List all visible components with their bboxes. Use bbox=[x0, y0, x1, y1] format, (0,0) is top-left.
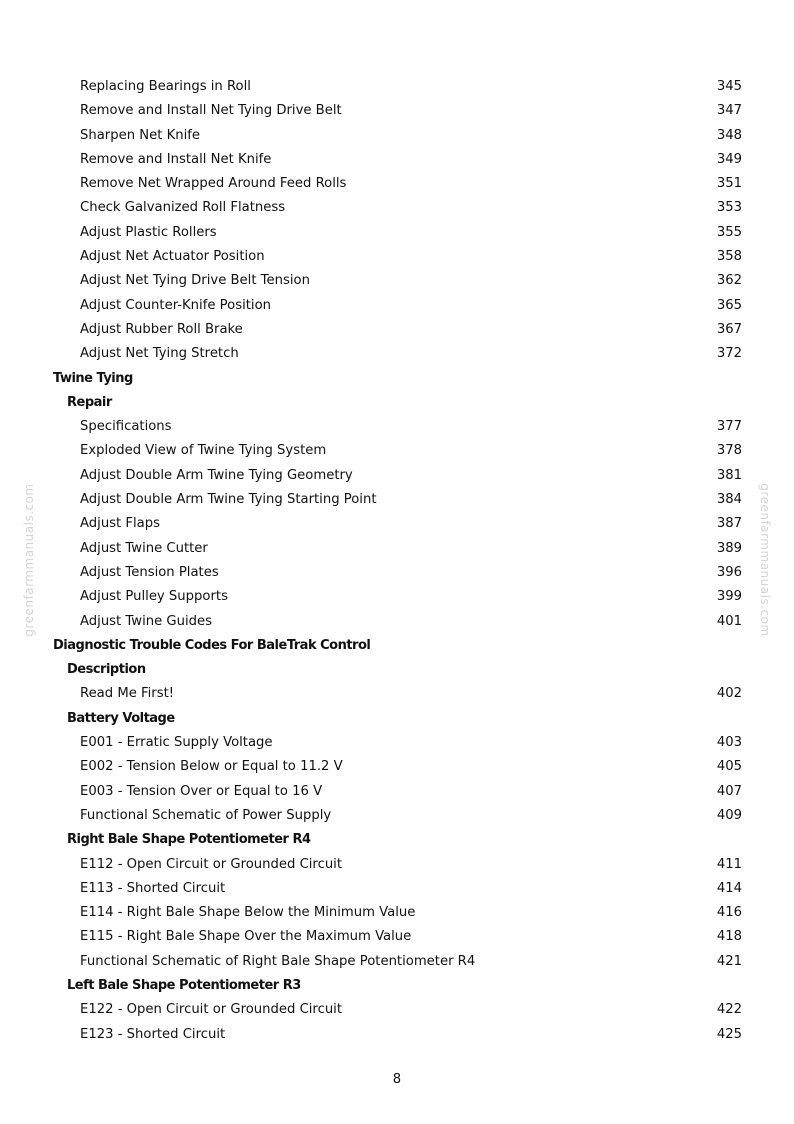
toc-subsection-heading bbox=[0, 828, 794, 852]
toc-entry-label: E001 - Erratic Supply Voltage bbox=[80, 735, 273, 751]
toc-entry[interactable] bbox=[0, 221, 794, 245]
toc-entry-label: Left Bale Shape Potentiometer R3 bbox=[67, 977, 301, 993]
toc-entry-label: Description bbox=[67, 662, 146, 678]
toc-entry[interactable] bbox=[0, 610, 794, 634]
toc-entry-label: Adjust Double Arm Twine Tying Starting Point bbox=[80, 492, 377, 508]
toc-entry-page-number: 362 bbox=[716, 273, 742, 289]
toc-entry-label: E122 - Open Circuit or Grounded Circuit bbox=[80, 1002, 343, 1018]
toc-entry[interactable] bbox=[0, 998, 794, 1022]
toc-entry-page-number: 351 bbox=[716, 176, 742, 192]
toc-entry[interactable] bbox=[0, 75, 794, 99]
toc-entry-page-number: 396 bbox=[716, 564, 742, 580]
toc-entry-label: Specifications bbox=[80, 419, 172, 435]
toc-entry-page-number: 365 bbox=[716, 297, 742, 313]
toc-entry[interactable] bbox=[0, 925, 794, 949]
toc-entry-page-number: 409 bbox=[716, 807, 742, 823]
toc-entry-label: E113 - Shorted Circuit bbox=[80, 880, 226, 896]
toc-entry[interactable] bbox=[0, 731, 794, 755]
toc-entry-page-number: 414 bbox=[716, 880, 742, 896]
toc-entry[interactable] bbox=[0, 804, 794, 828]
toc-entry-page-number: 422 bbox=[716, 1002, 742, 1018]
toc-entry-page-number: 405 bbox=[716, 759, 742, 775]
toc-entry-label: E123 - Shorted Circuit bbox=[80, 1026, 226, 1042]
toc-entry[interactable] bbox=[0, 439, 794, 463]
toc-entry[interactable] bbox=[0, 464, 794, 488]
toc-entry[interactable] bbox=[0, 950, 794, 974]
toc-entry[interactable] bbox=[0, 148, 794, 172]
toc-entry-page-number: 347 bbox=[716, 103, 742, 119]
toc-entry[interactable] bbox=[0, 172, 794, 196]
toc-entry-page-number: 377 bbox=[716, 419, 742, 435]
toc-entry-label: Adjust Counter-Knife Position bbox=[80, 297, 271, 313]
watermark-right: greenfarmmanuals.com bbox=[758, 483, 772, 637]
toc-entry-page-number: 387 bbox=[716, 516, 742, 532]
toc-entry-page-number: 367 bbox=[716, 321, 742, 337]
toc-entry-page-number: 411 bbox=[716, 856, 742, 872]
toc-entry-page-number: 389 bbox=[716, 540, 742, 556]
toc-entry[interactable] bbox=[0, 124, 794, 148]
toc-entry-label: Adjust Net Actuator Position bbox=[80, 249, 265, 265]
toc-entry-label: Functional Schematic of Right Bale Shape Potentiometer R4 bbox=[80, 953, 476, 969]
toc-entry-page-number: 355 bbox=[716, 224, 742, 240]
toc-entry-label: Replacing Bearings in Roll bbox=[80, 79, 251, 94]
toc-entry-label: E114 - Right Bale Shape Below the Minimum Value bbox=[80, 905, 416, 921]
watermark-left: greenfarmmanuals.com bbox=[22, 483, 36, 637]
toc-entry-label: Sharpen Net Knife bbox=[80, 127, 201, 143]
toc-entry-label: Diagnostic Trouble Codes For BaleTrak Control bbox=[53, 637, 371, 653]
toc-entry-label: Twine Tying bbox=[53, 370, 133, 386]
toc-entry[interactable] bbox=[0, 196, 794, 220]
toc-entry[interactable] bbox=[0, 901, 794, 925]
toc-entry-page-number: 401 bbox=[716, 613, 742, 629]
toc-entry[interactable] bbox=[0, 512, 794, 536]
toc-entry-label: Battery Voltage bbox=[67, 710, 175, 726]
toc-entry-label: Adjust Rubber Roll Brake bbox=[80, 321, 243, 337]
toc-entry-page-number: 425 bbox=[716, 1026, 742, 1042]
toc-entry-label: Adjust Net Tying Stretch bbox=[80, 346, 239, 362]
toc-entry-label: Right Bale Shape Potentiometer R4 bbox=[67, 832, 311, 848]
toc-entry-page-number: 416 bbox=[716, 905, 742, 921]
toc-entry-page-number: 372 bbox=[716, 346, 742, 362]
page-number: 8 bbox=[392, 1072, 402, 1087]
toc-entry[interactable] bbox=[0, 1023, 794, 1047]
toc-entry-label: Remove and Install Net Knife bbox=[80, 151, 272, 167]
toc-entry[interactable] bbox=[0, 245, 794, 269]
toc-entry-label: Check Galvanized Roll Flatness bbox=[80, 200, 286, 216]
toc-entry-label: Adjust Twine Cutter bbox=[80, 540, 208, 556]
toc-subsection-heading bbox=[0, 391, 794, 415]
toc-entry-label: Adjust Tension Plates bbox=[80, 564, 219, 580]
toc-entry-page-number: 345 bbox=[716, 79, 742, 94]
toc-entry-label: Remove Net Wrapped Around Feed Rolls bbox=[80, 176, 347, 192]
toc-section-heading bbox=[0, 634, 794, 658]
toc-entry-label: Adjust Net Tying Drive Belt Tension bbox=[80, 273, 310, 289]
toc-entry[interactable] bbox=[0, 537, 794, 561]
toc-entry-page-number: 384 bbox=[716, 492, 742, 508]
toc-entry-page-number: 407 bbox=[716, 783, 742, 799]
toc-entry-page-number: 348 bbox=[716, 127, 742, 143]
toc-subsection-heading bbox=[0, 974, 794, 998]
toc-entry-label: E002 - Tension Below or Equal to 11.2 V bbox=[80, 759, 343, 775]
toc-entry-label: Adjust Pulley Supports bbox=[80, 589, 228, 605]
toc-subsection-heading bbox=[0, 707, 794, 731]
toc-entry-page-number: 353 bbox=[716, 200, 742, 216]
toc-entry[interactable] bbox=[0, 780, 794, 804]
toc-entry-label: Adjust Flaps bbox=[80, 516, 160, 532]
toc-entry[interactable] bbox=[0, 488, 794, 512]
toc-entry[interactable] bbox=[0, 585, 794, 609]
toc-entry-page-number: 403 bbox=[716, 735, 742, 751]
toc-entry[interactable] bbox=[0, 755, 794, 779]
toc-entry[interactable] bbox=[0, 318, 794, 342]
toc-section-heading bbox=[0, 367, 794, 391]
toc-entry[interactable] bbox=[0, 294, 794, 318]
toc-entry[interactable] bbox=[0, 561, 794, 585]
toc-entry-label: E115 - Right Bale Shape Over the Maximum Value bbox=[80, 929, 412, 945]
toc-entry-label: Exploded View of Twine Tying System bbox=[80, 443, 327, 459]
toc-entry[interactable] bbox=[0, 877, 794, 901]
toc-entry-label: Adjust Twine Guides bbox=[80, 613, 212, 629]
toc-entry-page-number: 418 bbox=[716, 929, 742, 945]
toc-entry[interactable] bbox=[0, 415, 794, 439]
toc-subsection-heading bbox=[0, 658, 794, 682]
table-of-contents bbox=[0, 75, 794, 1047]
toc-entry-label: Repair bbox=[67, 394, 112, 410]
toc-entry-page-number: 381 bbox=[716, 467, 742, 483]
toc-entry[interactable] bbox=[0, 682, 794, 706]
toc-entry-label: Functional Schematic of Power Supply bbox=[80, 807, 332, 823]
toc-entry-page-number: 402 bbox=[716, 686, 742, 702]
toc-entry[interactable] bbox=[0, 853, 794, 877]
toc-entry[interactable] bbox=[0, 269, 794, 293]
toc-entry-label: E003 - Tension Over or Equal to 16 V bbox=[80, 783, 323, 799]
toc-entry-page-number: 358 bbox=[716, 249, 742, 265]
toc-entry-label: Remove and Install Net Tying Drive Belt bbox=[80, 103, 342, 119]
toc-entry-page-number: 421 bbox=[716, 953, 742, 969]
toc-entry-page-number: 399 bbox=[716, 589, 742, 605]
toc-entry[interactable] bbox=[0, 99, 794, 123]
toc-entry-label: Read Me First! bbox=[80, 686, 175, 702]
toc-entry-page-number: 378 bbox=[716, 443, 742, 459]
toc-entry-page-number: 349 bbox=[716, 151, 742, 167]
toc-entry-label: E112 - Open Circuit or Grounded Circuit bbox=[80, 856, 343, 872]
toc-entry-label: Adjust Double Arm Twine Tying Geometry bbox=[80, 467, 353, 483]
toc-entry-label: Adjust Plastic Rollers bbox=[80, 224, 217, 240]
toc-entry[interactable] bbox=[0, 342, 794, 366]
